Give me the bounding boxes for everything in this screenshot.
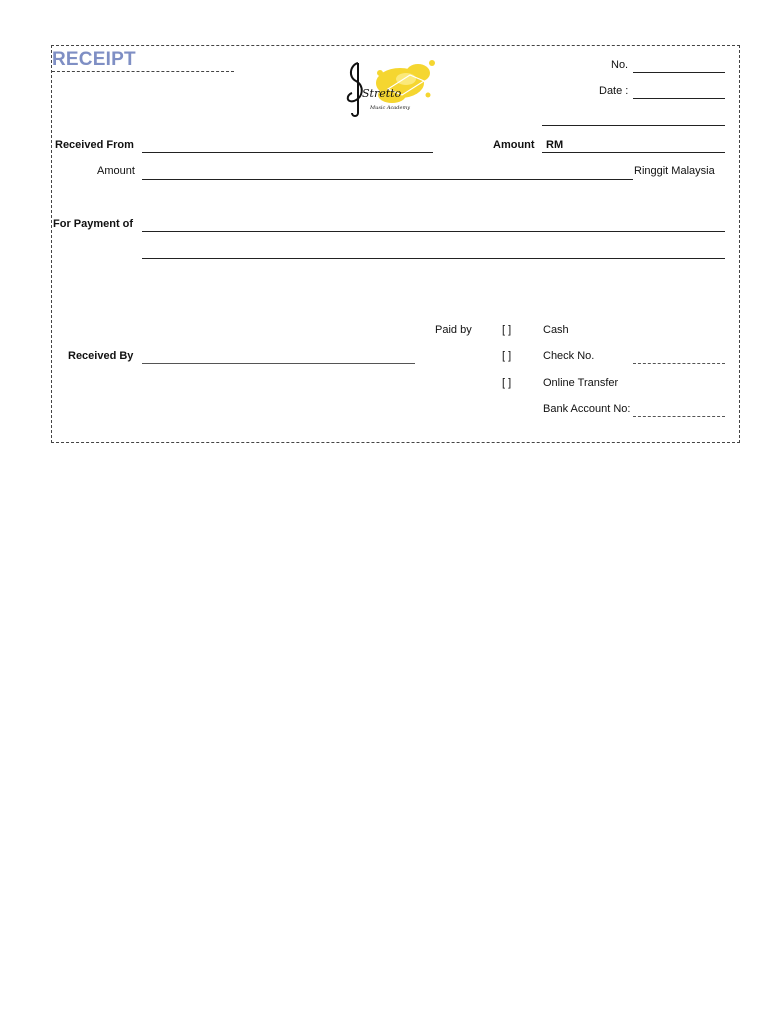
- received-from-label: Received From: [55, 139, 134, 151]
- check-no-field[interactable]: [633, 363, 725, 364]
- online-transfer-checkbox[interactable]: [ ]: [502, 377, 512, 389]
- no-label: No.: [611, 59, 629, 71]
- received-by-field[interactable]: [142, 363, 415, 364]
- treble-clef-piano-logo-icon: [340, 55, 440, 120]
- received-from-field[interactable]: [142, 152, 433, 153]
- check-checkbox[interactable]: [ ]: [502, 350, 512, 362]
- header-blank-line[interactable]: [542, 125, 725, 126]
- payment-for-label: For Payment of: [53, 218, 134, 230]
- bank-account-label: Bank Account No:: [543, 403, 631, 415]
- date-field[interactable]: [633, 98, 725, 99]
- receipt-title: RECEIPT: [52, 49, 136, 70]
- amount-words-field[interactable]: [142, 179, 633, 180]
- check-no-label: Check No.: [543, 350, 595, 362]
- date-label: Date :: [599, 85, 629, 97]
- paid-by-label: Paid by: [435, 324, 472, 336]
- logo-name: Stretto: [362, 87, 402, 100]
- no-field[interactable]: [633, 72, 725, 73]
- logo-subtitle: Music Academy: [370, 105, 411, 111]
- payment-for-line-2[interactable]: [142, 258, 725, 259]
- cash-label: Cash: [543, 324, 569, 336]
- amount-numeric-field[interactable]: [542, 152, 725, 153]
- online-transfer-label: Online Transfer: [543, 377, 619, 389]
- cash-checkbox[interactable]: [ ]: [502, 324, 512, 336]
- bank-account-field[interactable]: [633, 416, 725, 417]
- amount-label: Amount: [493, 139, 535, 151]
- currency-label: RM: [546, 139, 564, 151]
- payment-for-line-1[interactable]: [142, 231, 725, 232]
- title-underline: [52, 71, 234, 72]
- amount-words-label: Amount: [97, 165, 135, 177]
- ringgit-malaysia-label: Ringgit Malaysia: [634, 165, 715, 177]
- received-by-label: Received By: [68, 350, 134, 362]
